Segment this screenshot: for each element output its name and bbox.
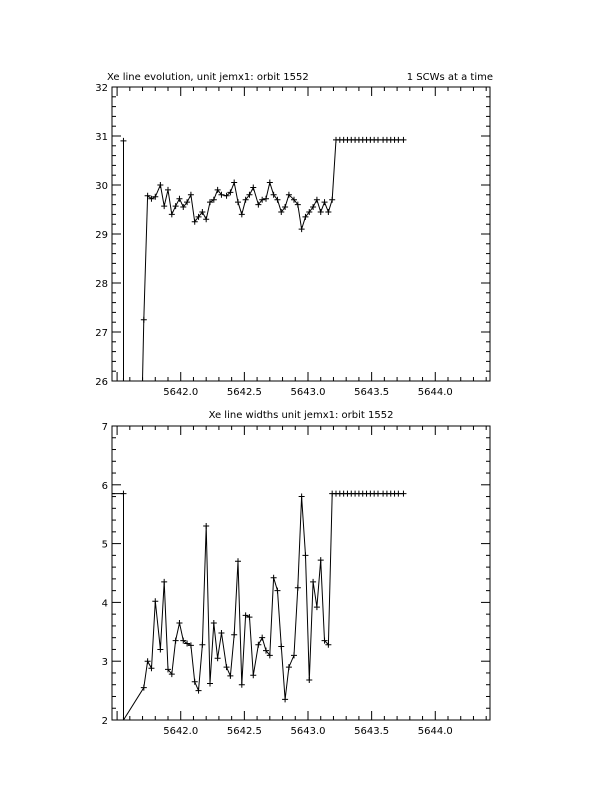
data-point-marker — [161, 203, 167, 209]
bottom-chart-panel — [102, 410, 490, 737]
data-point-marker — [120, 491, 126, 497]
x-tick-label: 5643.5 — [354, 387, 390, 398]
data-point-marker — [157, 182, 163, 188]
bottom-chart-title: Xe line widths unit jemx1: orbit 1552 — [208, 410, 394, 421]
data-point-marker — [306, 677, 312, 683]
data-point-marker — [322, 199, 328, 205]
series-line — [112, 494, 404, 720]
data-point-marker — [250, 672, 256, 678]
y-tick-label: 26 — [95, 377, 108, 388]
y-tick-label: 29 — [95, 230, 108, 241]
y-tick-label: 3 — [101, 657, 108, 669]
data-point-marker — [145, 658, 151, 664]
data-point-marker — [255, 642, 261, 648]
data-point-marker — [120, 717, 126, 723]
y-tick-label: 5 — [101, 539, 108, 551]
data-point-marker — [329, 197, 335, 203]
x-tick-label: 5642.0 — [163, 387, 199, 398]
series-line — [124, 140, 404, 381]
data-point-marker — [299, 494, 305, 500]
data-point-marker — [173, 203, 179, 209]
plot-area — [120, 137, 406, 384]
y-tick-label: 31 — [95, 132, 108, 143]
data-point-marker — [169, 211, 175, 217]
data-point-marker — [286, 664, 292, 670]
y-tick-label: 4 — [101, 598, 108, 610]
data-point-marker — [282, 696, 288, 702]
data-point-marker — [400, 491, 406, 497]
data-point-marker — [259, 635, 265, 641]
data-point-marker — [318, 557, 324, 563]
data-point-marker — [109, 491, 115, 497]
data-point-marker — [196, 688, 202, 694]
data-point-marker — [239, 211, 245, 217]
data-point-marker — [302, 552, 308, 558]
data-point-marker — [271, 575, 277, 581]
y-tick-label: 2 — [101, 716, 108, 727]
x-tick-label: 5643.0 — [290, 387, 326, 398]
data-point-marker — [192, 679, 198, 685]
top-chart-subtitle: 1 SCWs at a time — [406, 72, 493, 83]
data-point-marker — [199, 642, 205, 648]
top-chart-frame — [112, 87, 490, 381]
data-point-marker — [295, 585, 301, 591]
top-chart-panel — [95, 72, 493, 398]
data-point-marker — [274, 588, 280, 594]
y-tick-label: 32 — [95, 83, 108, 94]
bottom-chart-frame — [112, 426, 490, 720]
data-point-marker — [224, 664, 230, 670]
y-tick-label: 7 — [101, 422, 108, 433]
data-point-marker — [318, 209, 324, 215]
data-point-marker — [235, 199, 241, 205]
data-point-marker — [211, 620, 217, 626]
data-point-marker — [218, 630, 224, 636]
data-point-marker — [173, 638, 179, 644]
data-point-marker — [239, 682, 245, 688]
data-point-marker — [203, 216, 209, 222]
data-point-marker — [263, 196, 269, 202]
x-tick-label: 5642.5 — [226, 387, 262, 398]
data-point-marker — [314, 604, 320, 610]
data-point-marker — [203, 523, 209, 529]
x-tick-label: 5643.5 — [354, 726, 390, 737]
y-tick-label: 28 — [95, 279, 108, 290]
data-point-marker — [231, 632, 237, 638]
x-tick-label: 5644.0 — [417, 726, 453, 737]
data-point-marker — [157, 646, 163, 652]
y-tick-label: 6 — [101, 480, 108, 492]
y-tick-label: 30 — [95, 181, 108, 192]
data-point-marker — [207, 681, 213, 687]
data-point-marker — [267, 180, 273, 186]
data-point-marker — [250, 184, 256, 190]
data-point-marker — [141, 317, 147, 323]
x-tick-label: 5642.0 — [163, 726, 199, 737]
data-point-marker — [227, 673, 233, 679]
data-point-marker — [176, 196, 182, 202]
data-point-marker — [176, 620, 182, 626]
data-point-marker — [165, 187, 171, 193]
data-point-marker — [314, 197, 320, 203]
data-point-marker — [235, 558, 241, 564]
x-tick-label: 5644.0 — [417, 387, 453, 398]
top-chart-title: Xe line evolution, unit jemx1: orbit 1552 — [107, 72, 309, 83]
data-point-marker — [278, 644, 284, 650]
data-point-marker — [310, 579, 316, 585]
data-point-marker — [291, 652, 297, 658]
x-tick-label: 5642.5 — [226, 726, 262, 737]
data-point-marker — [161, 579, 167, 585]
data-point-marker — [140, 378, 146, 384]
data-point-marker — [325, 209, 331, 215]
data-point-marker — [148, 665, 154, 671]
x-tick-label: 5643.0 — [290, 726, 326, 737]
data-point-marker — [120, 378, 126, 384]
data-point-marker — [120, 138, 126, 144]
data-point-marker — [215, 655, 221, 661]
data-point-marker — [152, 598, 158, 604]
data-point-marker — [188, 192, 194, 198]
plot-area — [109, 491, 406, 723]
data-point-marker — [400, 137, 406, 143]
data-point-marker — [231, 180, 237, 186]
y-tick-label: 27 — [95, 328, 108, 339]
data-point-marker — [141, 685, 147, 691]
data-point-marker — [299, 226, 305, 232]
